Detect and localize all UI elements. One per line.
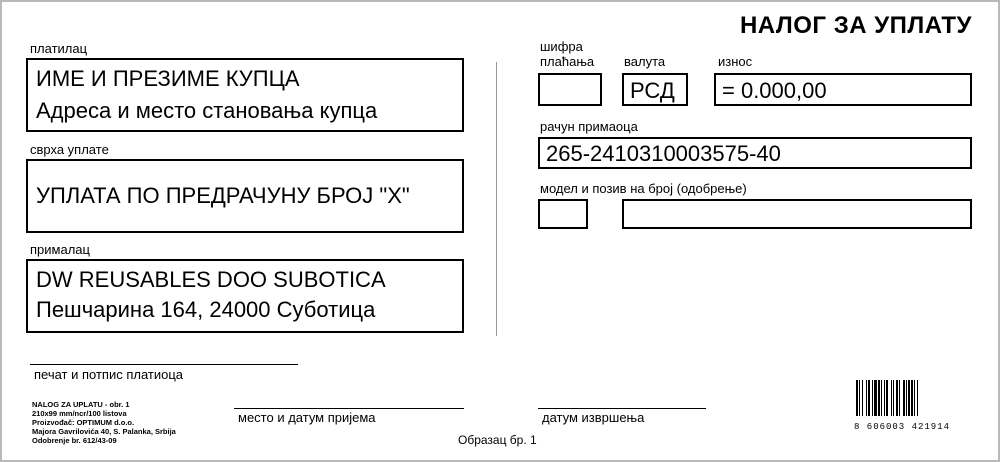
reference-label: модел и позив на број (одобрење) xyxy=(540,181,747,196)
barcode-bar xyxy=(896,380,898,416)
recipient-address: Пешчарина 164, 24000 Суботица xyxy=(36,297,376,322)
barcode-bar xyxy=(903,380,905,416)
barcode-bar xyxy=(859,380,860,416)
place-date-line xyxy=(234,408,464,409)
amount-field[interactable] xyxy=(714,73,972,106)
printer-info-line: Proizvođač: OPTIMUM d.o.o. xyxy=(32,418,135,427)
recipient-label: прималац xyxy=(30,242,90,257)
barcode-bar xyxy=(899,380,900,416)
barcode-bar xyxy=(891,380,892,416)
currency-field[interactable] xyxy=(622,73,688,106)
printer-info-line: Majora Gavrilovića 40, S. Palanka, Srbija xyxy=(32,427,176,436)
payer-label: платилац xyxy=(30,41,88,56)
currency-value: РСД xyxy=(630,78,675,103)
barcode-bar xyxy=(886,380,888,416)
payment-code-label-1: шифра xyxy=(540,39,583,54)
barcode-bar xyxy=(908,380,910,416)
recipient-name: DW REUSABLES DOO SUBOTICA xyxy=(36,267,386,292)
barcode-bar xyxy=(917,380,918,416)
printer-info xyxy=(32,400,176,445)
barcode-bar xyxy=(911,380,913,416)
barcode-bars xyxy=(854,380,970,416)
barcode-bar xyxy=(856,380,858,416)
form-title: НАЛОГ ЗА УПЛАТУ xyxy=(739,12,972,39)
barcode-bar xyxy=(874,380,877,416)
currency-label: валута xyxy=(624,54,666,69)
printer-info-line: NALOG ZA UPLATU - obr. 1 xyxy=(32,400,130,409)
execution-date-label: датум извршења xyxy=(542,410,645,425)
reference-model-field[interactable] xyxy=(538,199,588,229)
barcode-bar xyxy=(906,380,907,416)
payment-code-field[interactable] xyxy=(538,73,602,106)
amount-value: = 0.000,00 xyxy=(722,78,827,103)
reference-number-field[interactable] xyxy=(622,199,972,229)
signature-label: печат и потпис платиоца xyxy=(34,367,184,382)
barcode-bar xyxy=(893,380,894,416)
barcode xyxy=(854,380,970,432)
barcode-bar xyxy=(914,380,915,416)
place-date-label: место и датум пријема xyxy=(238,410,376,425)
payer-address: Адреса и место становања купца xyxy=(36,98,378,123)
payer-name: ИМЕ И ПРЕЗИМЕ КУПЦА xyxy=(36,66,300,91)
payer-field[interactable] xyxy=(26,58,464,132)
account-field[interactable] xyxy=(538,137,972,169)
purpose-value: УПЛАТА ПО ПРЕДРАЧУНУ БРОЈ "Х" xyxy=(36,183,410,208)
barcode-bar xyxy=(878,380,880,416)
printer-info-line: Odobrenje br. 612/43-09 xyxy=(32,436,117,445)
barcode-bar xyxy=(866,380,867,416)
amount-label: износ xyxy=(718,54,753,69)
barcode-bar xyxy=(862,380,863,416)
payment-code-label-2: плаћања xyxy=(540,54,595,69)
barcode-digits: 8 606003 421914 xyxy=(854,422,951,432)
barcode-bar xyxy=(868,380,870,416)
account-value: 265-2410310003575-40 xyxy=(546,141,781,166)
recipient-field[interactable] xyxy=(26,259,464,333)
form-number: Образац бр. 1 xyxy=(458,433,537,447)
execution-date-line xyxy=(538,408,706,409)
barcode-bar xyxy=(884,380,885,416)
barcode-bar xyxy=(881,380,882,416)
column-divider xyxy=(496,62,497,336)
signature-line xyxy=(30,364,298,365)
printer-info-line: 210x99 mm/ncr/100 listova xyxy=(32,409,127,418)
purpose-field[interactable] xyxy=(26,159,464,233)
account-label: рачун примаоца xyxy=(540,119,638,134)
barcode-bar xyxy=(872,380,873,416)
purpose-label: сврха уплате xyxy=(30,142,109,157)
